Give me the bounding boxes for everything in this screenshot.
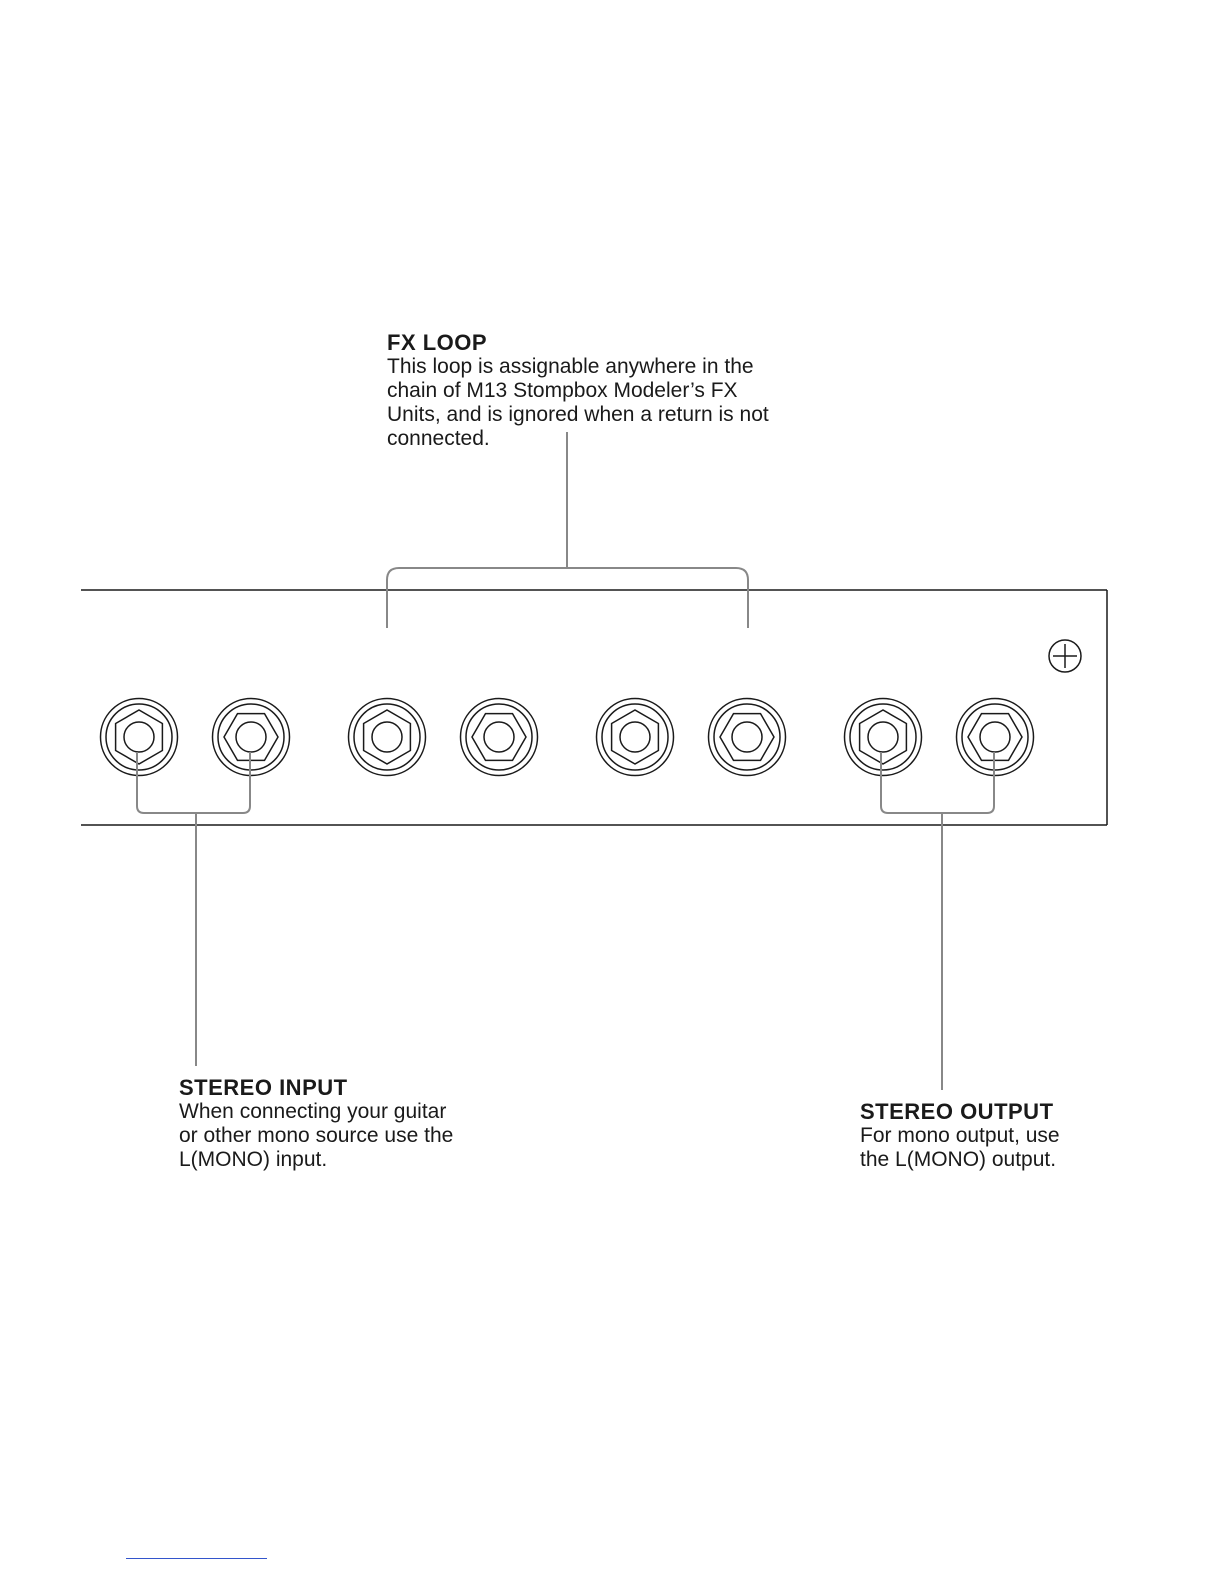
quarter-inch-jack-icon <box>845 699 922 776</box>
fx-loop-text-line: This loop is assignable anywhere in the <box>387 355 754 378</box>
fx-loop-text-line: chain of M13 Stompbox Modeler’s FX <box>387 379 738 402</box>
quarter-inch-jack-icon <box>101 699 178 776</box>
stereo-input-text-line: When connecting your guitar <box>179 1100 447 1123</box>
fx-loop-text-line: Units, and is ignored when a return is not <box>387 403 769 426</box>
fx-loop-bracket <box>387 432 748 628</box>
stereo-output-bracket <box>881 752 994 1090</box>
quarter-inch-jack-icon <box>597 699 674 776</box>
stereo-input-callout <box>179 1076 453 1172</box>
fx-loop-text-line: connected. <box>387 427 490 450</box>
footer-rule <box>126 1558 267 1559</box>
stereo-input-title: STEREO INPUT <box>179 1075 348 1100</box>
fx-loop-callout <box>387 331 769 451</box>
stereo-input-text-line: or other mono source use the <box>179 1124 454 1147</box>
quarter-inch-jack-icon <box>709 699 786 776</box>
fx-loop-title: FX LOOP <box>387 330 488 355</box>
ground-screw-icon <box>1049 640 1081 672</box>
stereo-input-bracket <box>137 752 250 1066</box>
stereo-input-text-line: L(MONO) input. <box>179 1148 328 1171</box>
quarter-inch-jack-icon <box>461 699 538 776</box>
stereo-output-title: STEREO OUTPUT <box>860 1099 1054 1124</box>
stereo-output-text-line: For mono output, use <box>860 1124 1060 1147</box>
quarter-inch-jack-icon <box>349 699 426 776</box>
jacks <box>101 699 1034 776</box>
stereo-output-callout <box>860 1100 1060 1172</box>
stereo-output-text-line: the L(MONO) output. <box>860 1148 1057 1171</box>
